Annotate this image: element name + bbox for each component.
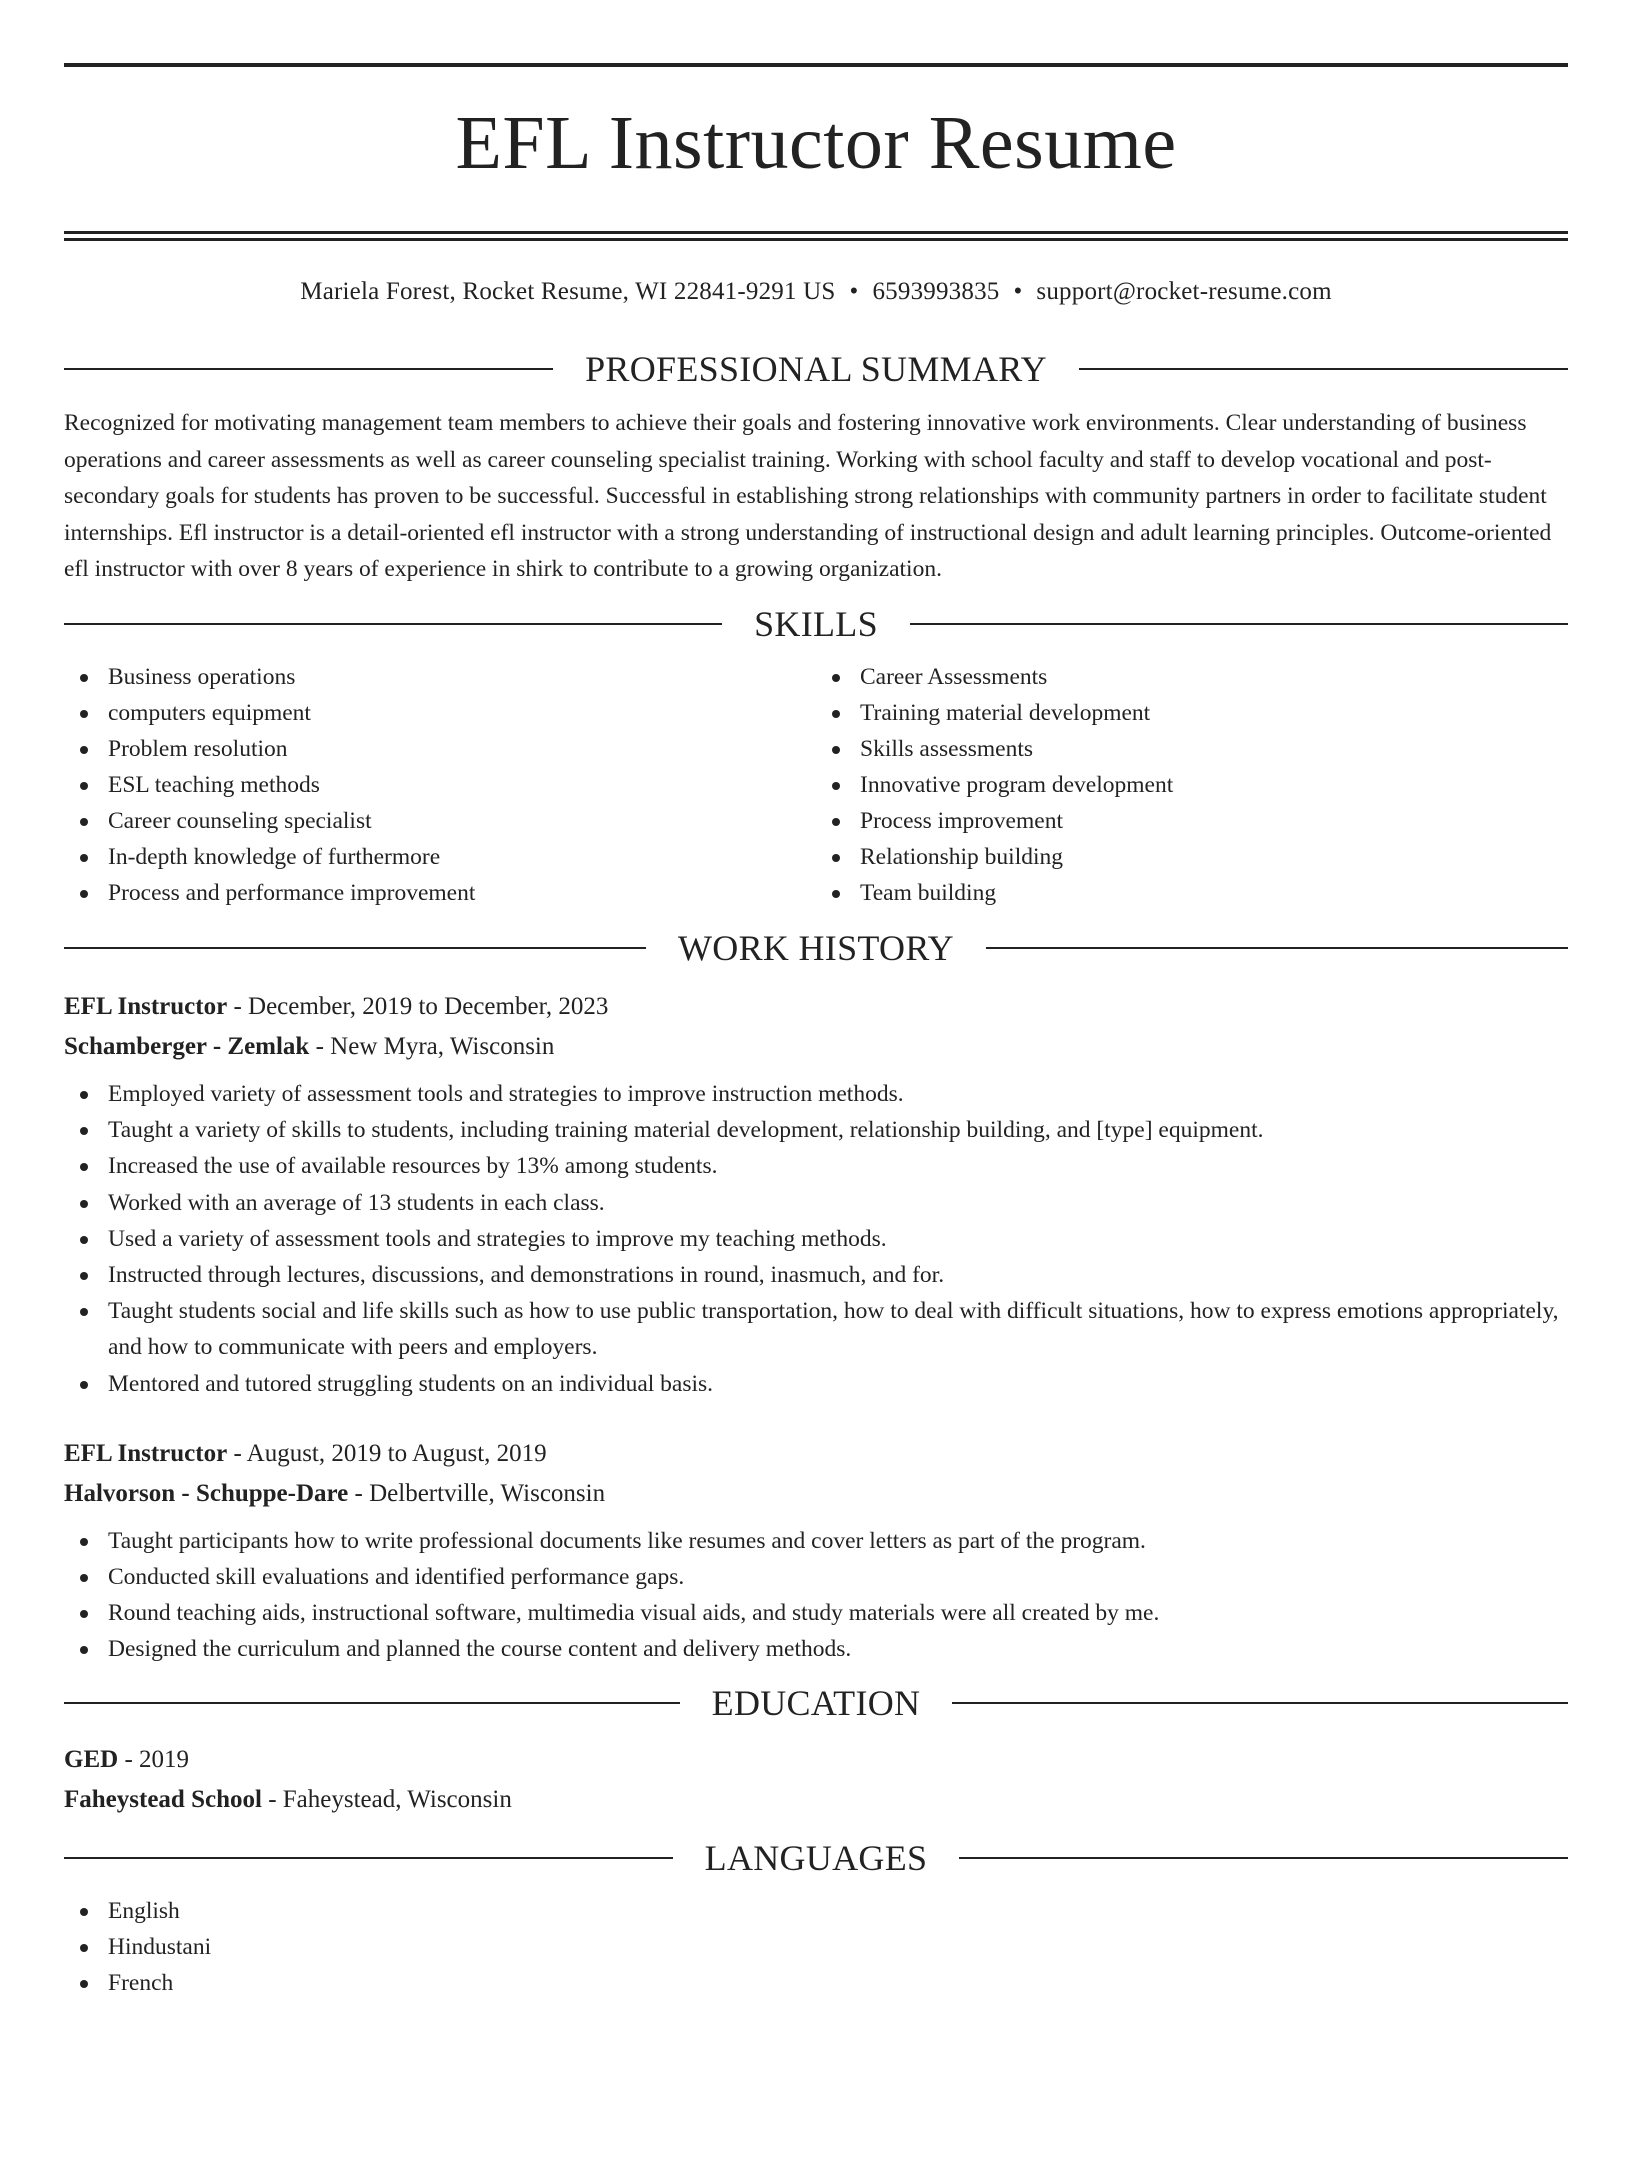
skills-list-left [64,659,816,911]
skill-item: Career counseling specialist [64,803,816,839]
skills-heading-label: SKILLS [754,603,878,644]
job-bullets [64,1523,1568,1668]
resume-title: EFL Instructor Resume [455,101,1177,185]
job-bullets [64,1076,1568,1402]
language-item: English [64,1893,1568,1929]
job-bullet: Increased the use of available resources by 13% among students. [64,1148,1568,1184]
job-bullet: Round teaching aids, instructional software, multimedia visual aids, and study materials were all created by me. [64,1595,1568,1631]
job-entry [64,1434,1568,1668]
job-bullet: Mentored and tutored struggling students on an individual basis. [64,1366,1568,1402]
summary-heading-label: PROFESSIONAL SUMMARY [585,349,1047,389]
job-company-line [64,1027,1568,1067]
job-location: - New Myra, Wisconsin [309,1032,555,1060]
skill-item: Skills assessments [816,731,1568,767]
skill-item: computers equipment [64,695,816,731]
skill-item: Team building [816,875,1568,911]
skill-item: Relationship building [816,839,1568,875]
contact-phone: 6593993835 [872,278,1000,305]
job-title: EFL Instructor [64,992,228,1020]
education-school: Faheystead School [64,1785,262,1813]
heading-rule-right [986,947,1568,949]
job-dates: - December, 2019 to December, 2023 [227,992,609,1020]
title-double-rule [64,231,1568,234]
skill-item: Process and performance improvement [64,875,816,911]
job-company: Schamberger - Zemlak [64,1032,310,1060]
language-item: Hindustani [64,1929,1568,1965]
skill-item: Business operations [64,659,816,695]
contact-separator: • [849,278,859,305]
skills-grid [64,659,1568,911]
job-bullet: Taught a variety of skills to students, including training material development, relationship building, and [type] equipment. [64,1112,1568,1148]
top-rule [64,63,1568,67]
job-title: EFL Instructor [64,1439,228,1467]
heading-rule-right [952,1702,1568,1704]
heading-rule-right [910,623,1568,625]
job-entry [64,987,1568,1402]
education-section-heading [64,1680,1568,1726]
heading-rule-left [64,623,722,625]
contact-line [64,275,1568,309]
skills-section-heading [64,601,1568,647]
job-bullet: Taught students social and life skills such as how to use public transportation, how to deal with difficult situations, how to express emotions appropriately, and how to communicate with peers and employers. [64,1293,1568,1365]
skills-list-right [816,659,1568,911]
education-degree: GED [64,1745,119,1773]
job-bullet: Used a variety of assessment tools and strategies to improve my teaching methods. [64,1221,1568,1257]
job-dates: - August, 2019 to August, 2019 [227,1439,547,1467]
heading-rule-left [64,1857,673,1859]
heading-rule-left [64,1702,680,1704]
skill-item: Problem resolution [64,731,816,767]
heading-rule-left [64,368,553,370]
contact-email: support@rocket-resume.com [1036,278,1332,305]
job-company: Halvorson - Schuppe-Dare [64,1479,349,1507]
languages-section-heading [64,1835,1568,1881]
job-location: - Delbertville, Wisconsin [348,1479,606,1507]
work-section-heading [64,925,1568,971]
skill-item: Innovative program development [816,767,1568,803]
education-year: - 2019 [118,1745,190,1773]
heading-rule-right [959,1857,1568,1859]
contact-address: Mariela Forest, Rocket Resume, WI 22841-9291 US [300,278,836,305]
skill-item: Process improvement [816,803,1568,839]
job-bullet: Designed the curriculum and planned the course content and delivery methods. [64,1631,1568,1667]
job-title-line [64,987,1568,1027]
education-school-line [64,1780,1568,1820]
job-bullet: Conducted skill evaluations and identified performance gaps. [64,1559,1568,1595]
summary-section-heading [64,346,1568,392]
contact-separator: • [1013,278,1023,305]
summary-text: Recognized for motivating management team members to achieve their goals and fostering innovative work environments. Clear understanding of business operations and career assessments as well as career counseling specialist training. Working with school faculty and staff to develop vocational and post-secondary goals for students has proven to be successful. Successful in establishing strong relationships with community partners in order to facilitate student internships. Efl instructor is a detail-oriented efl instructor with a strong understanding of instructional design and adult learning principles. Outcome-oriented efl instructor with over 8 years of experience in shirk to contribute to a growing organization. [64,410,1552,583]
languages-list [64,1893,1568,2001]
education-degree-line [64,1740,1568,1780]
skill-item: In-depth knowledge of furthermore [64,839,816,875]
job-company-line [64,1474,1568,1514]
job-bullet: Taught participants how to write professional documents like resumes and cover letters as part of the program. [64,1523,1568,1559]
job-bullet: Employed variety of assessment tools and strategies to improve instruction methods. [64,1076,1568,1112]
resume-page [0,63,1632,2175]
heading-rule-left [64,947,646,949]
work-heading-label: WORK HISTORY [678,927,954,968]
skill-item: Training material development [816,695,1568,731]
skill-item: ESL teaching methods [64,767,816,803]
skill-item: Career Assessments [816,659,1568,695]
education-location: - Faheystead, Wisconsin [261,1785,512,1813]
heading-rule-right [1079,368,1568,370]
languages-heading-label: LANGUAGES [704,1837,928,1878]
education-entry [64,1740,1568,1820]
language-item: French [64,1965,1568,2001]
education-heading-label: EDUCATION [711,1682,921,1723]
job-bullet: Worked with an average of 13 students in each class. [64,1185,1568,1221]
job-title-line [64,1434,1568,1474]
job-bullet: Instructed through lectures, discussions, and demonstrations in round, inasmuch, and for. [64,1257,1568,1293]
